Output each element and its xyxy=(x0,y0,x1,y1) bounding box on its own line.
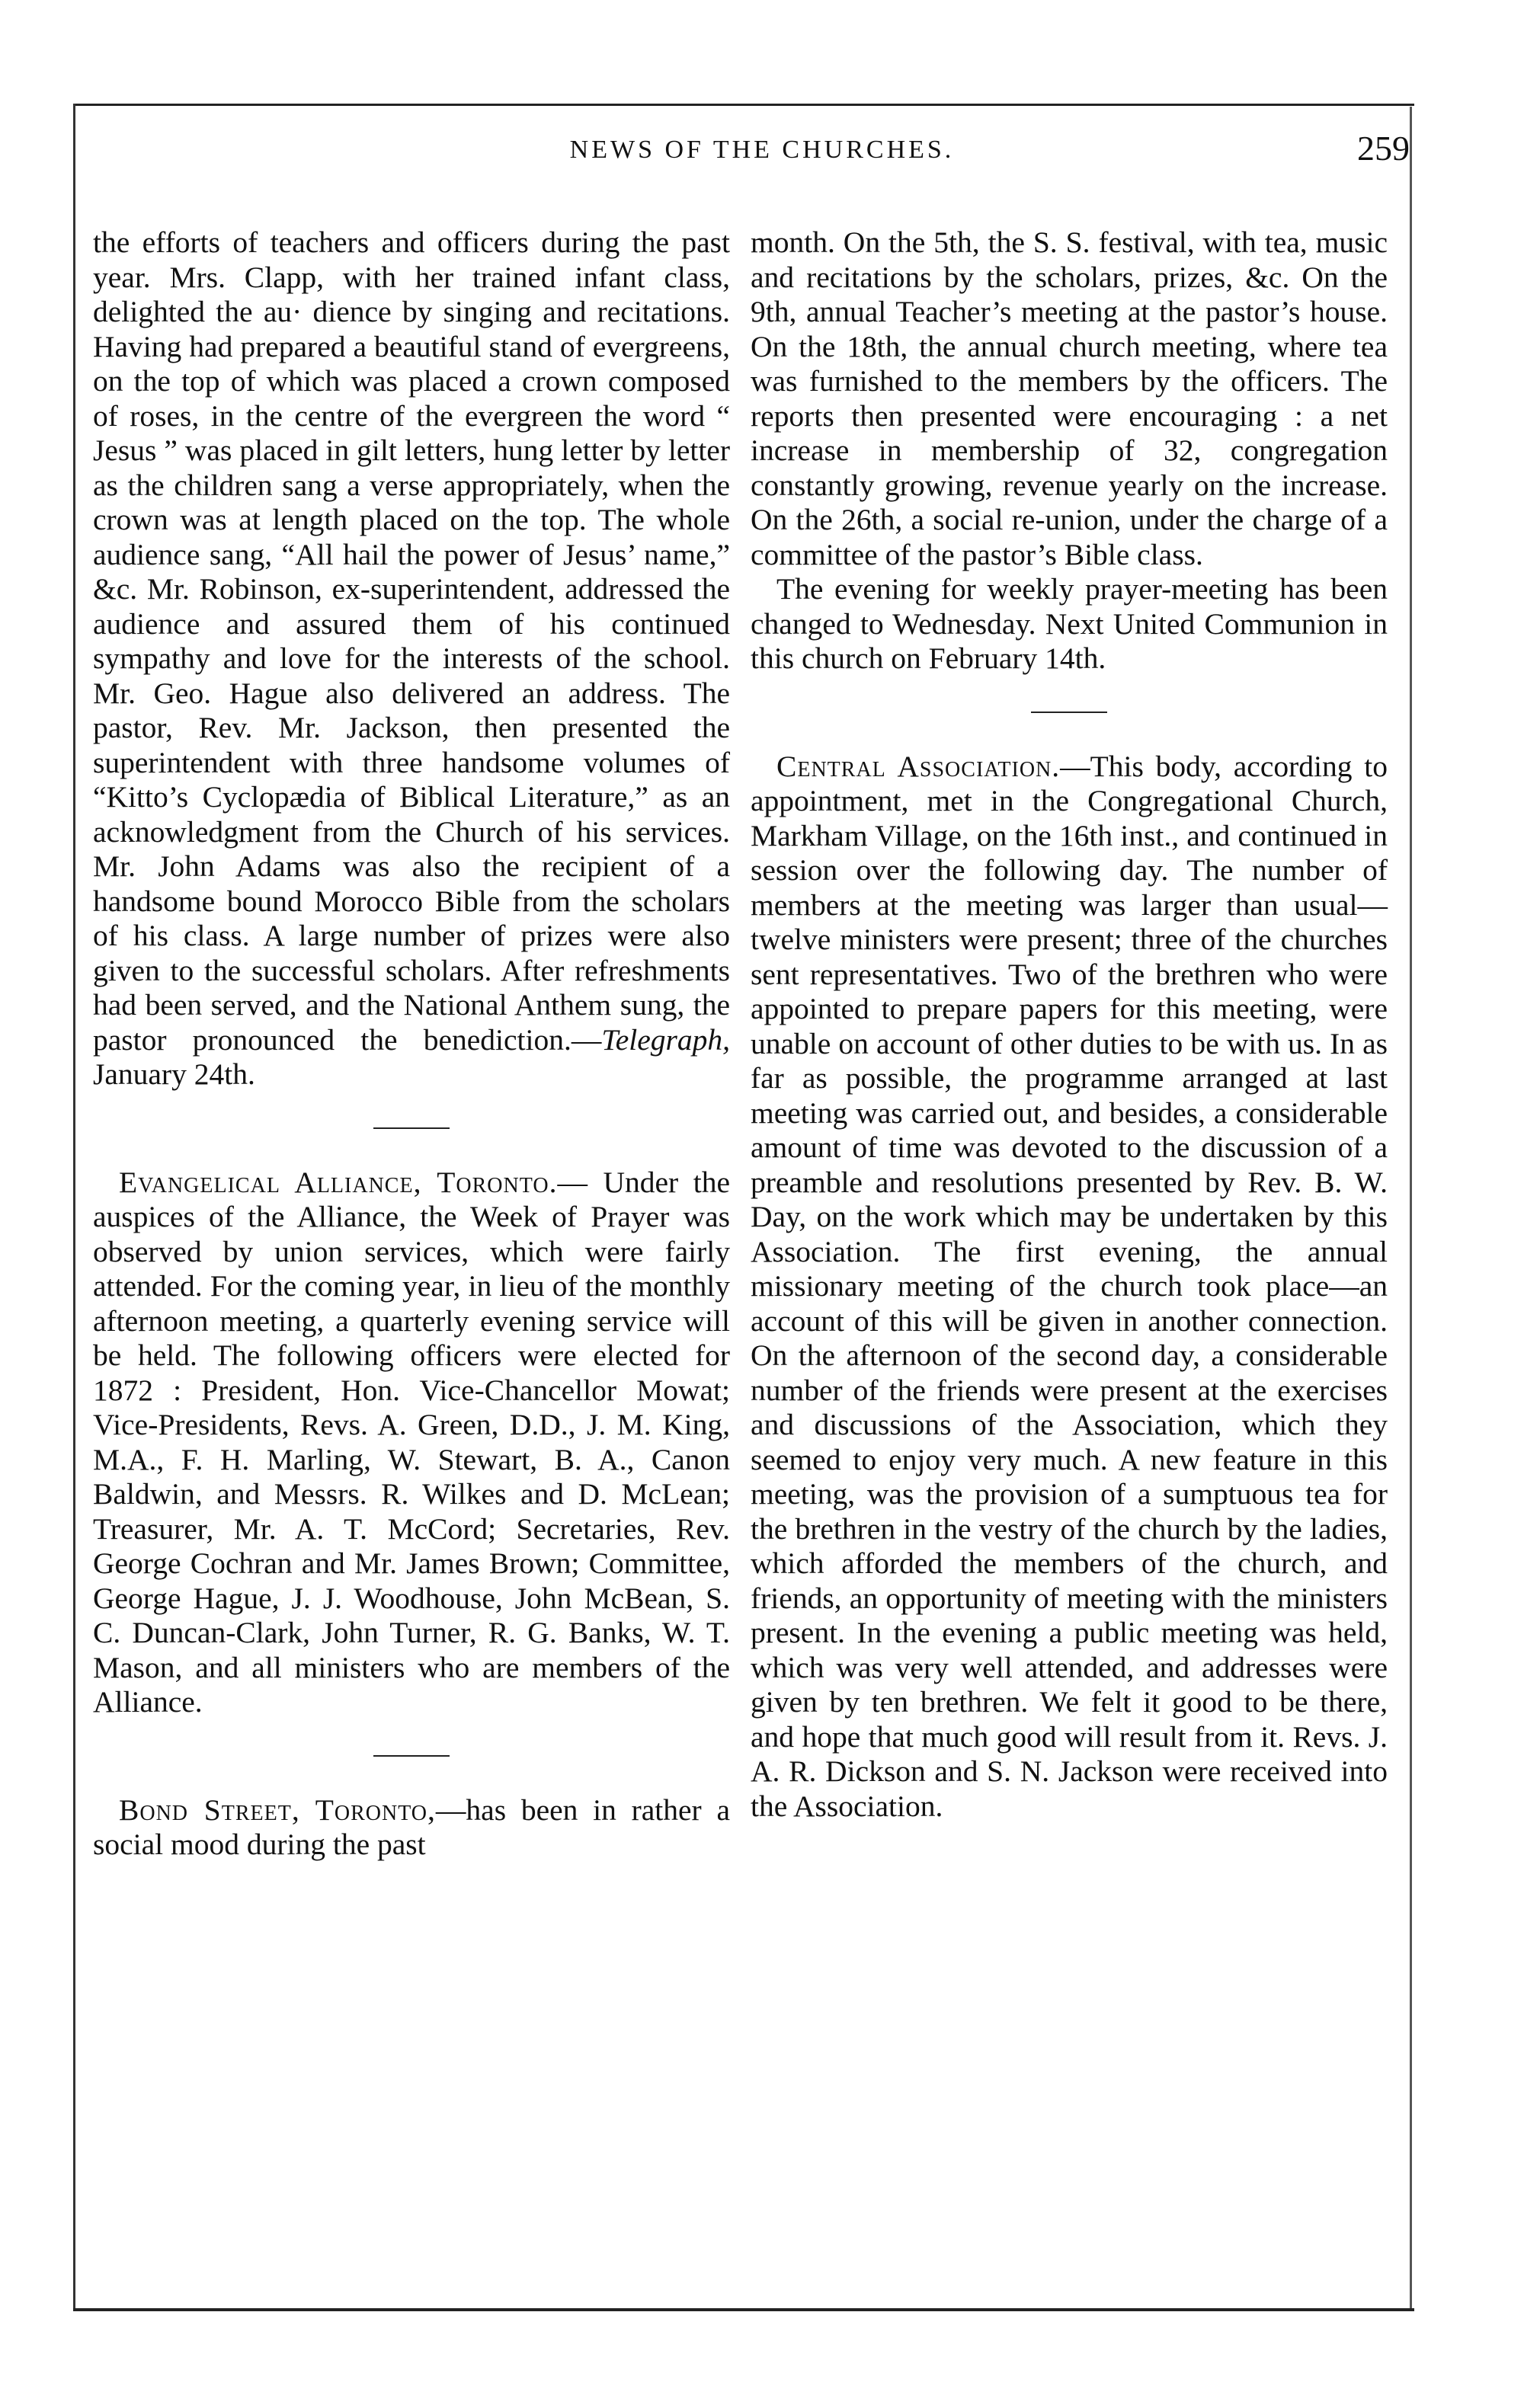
section-divider xyxy=(373,1127,450,1129)
source-date: January 24th. xyxy=(93,1057,255,1091)
article-heading: Bond Street, Toronto, xyxy=(119,1792,436,1827)
running-head: NEWS OF THE CHURCHES. xyxy=(569,136,955,164)
article-central-association xyxy=(751,750,1388,1824)
article-bond-street xyxy=(93,1793,730,1863)
article-body: —has been in rather a social mood during the past xyxy=(93,1792,730,1861)
section-divider xyxy=(1031,712,1107,713)
section-divider xyxy=(373,1755,450,1757)
article-heading: Central Association. xyxy=(776,749,1061,783)
bottom-rule xyxy=(73,2308,1414,2311)
page-number: 259 xyxy=(1357,129,1410,168)
article-bond-street-continued xyxy=(751,225,1388,572)
article-evangelical-alliance xyxy=(93,1166,730,1720)
source-name: Telegraph, xyxy=(601,1022,730,1057)
article-sunday-school-report xyxy=(93,225,730,1092)
left-border-rule xyxy=(73,104,75,2311)
article-body: —This body, according to appointment, met in the Congregational Church, Markham Village, on the 16th inst., and continued in session over the following day. The number of members at the meeting was larger than usual—twelve ministers were present; three of the churches sent representatives. Two of the brethren who were appointed to prepare papers for this meeting, were unable on account of other duties to be with us. In as far as possible, the programme arranged at last meeting was carried out, and besides, a considerable amount of time was devoted to the discussion of a preamble and resolutions presented by Rev. B. W. Day, on the work which may be undertaken by this Association. The first evening, the annual missionary meeting of the church took place—an account of this will be given in another connection. On the afternoon of the second day, a considerable number of the friends were present at the exercises and discussions of the Association, which they seemed to enjoy very much. A new feature in this meeting, was the provision of a sumptuous tea for the brethren in the vestry of the church by the ladies, which afforded the members of the church, and friends, an opportunity of meeting with the ministers present. In the evening a public meeting was held, which was very well attended, and addresses were given by ten brethren. We felt it good to be there, and hope that much good will result from it. Revs. J. A. R. Dickson and S. N. Jackson were received into the Association. xyxy=(751,749,1388,1823)
article-body: month. On the 5th, the S. S. festival, with tea, music and recitations by the scholars, prizes, &c. On the 9th, annual Teacher’s meeting at the pastor’s house. On the 18th, the annual church meeting, where tea was furnished to the members by the officers. The reports then presented were encouraging : a net increase in membership of 32, congregation constantly growing, revenue yearly on the increase. On the 26th, a social re-union, under the charge of a committee of the pastor’s Bible class. xyxy=(751,225,1388,571)
left-column xyxy=(93,225,730,1863)
article-prayer-meeting xyxy=(751,572,1388,676)
right-border-rule xyxy=(1410,107,1412,2308)
article-body: Under the auspices of the Alliance, the Week of Prayer was observed by union services, which were fairly attended. For the coming year, in lieu of the monthly afternoon meeting, a quarterly evening service will be held. The following officers were elected for 1872 : President, Hon. Vice-Chancellor Mowat; Vice-Presidents, Revs. A. Green, D.D., J. M. King, M.A., F. H. Marling, W. Stewart, B. A., Canon Baldwin, and Messrs. R. Wilkes and D. McLean; Treasurer, Mr. A. T. McCord; Secretaries, Rev. George Cochran and Mr. James Brown; Committee, George Hague, J. J. Woodhouse, John McBean, S. C. Duncan-Clark, John Turner, R. G. Banks, W. T. Mason, and all ministers who are members of the Alliance. xyxy=(93,1165,731,1719)
top-rule xyxy=(73,104,1414,106)
article-heading: Evangelical Alliance, Toronto.— xyxy=(119,1165,588,1199)
article-body: The evening for weekly prayer-meeting has been changed to Wednesday. Next United Communion in this church on February 14th. xyxy=(751,572,1388,675)
right-column xyxy=(751,225,1388,1824)
article-body: the efforts of teachers and officers during the past year. Mrs. Clapp, with her trained infant class, delighted the au· dience by singing and recitations. Having had prepared a beautiful stand of evergreens, on the top of which was placed a crown composed of roses, in the centre of the evergreen the word “ Jesus ” was placed in gilt letters, hung letter by letter as the children sang a verse appropriately, when the crown was at length placed on the top. The whole audience sang, “All hail the power of Jesus’ name,” &c. Mr. Robinson, ex-superintendent, addressed the audience and assured them of his continued sympathy and love for the interests of the school. Mr. Geo. Hague also delivered an address. The pastor, Rev. Mr. Jackson, then presented the superintendent with three handsome volumes of “Kitto’s Cyclopædia of Biblical Literature,” as an acknowledgment from the Church of his services. Mr. John Adams was also the recipient of a handsome bound Morocco Bible from the scholars of his class. A large number of prizes were also given to the successful scholars. After refreshments had been served, and the National Anthem sung, the pastor pronounced the benediction.— xyxy=(93,225,730,1057)
